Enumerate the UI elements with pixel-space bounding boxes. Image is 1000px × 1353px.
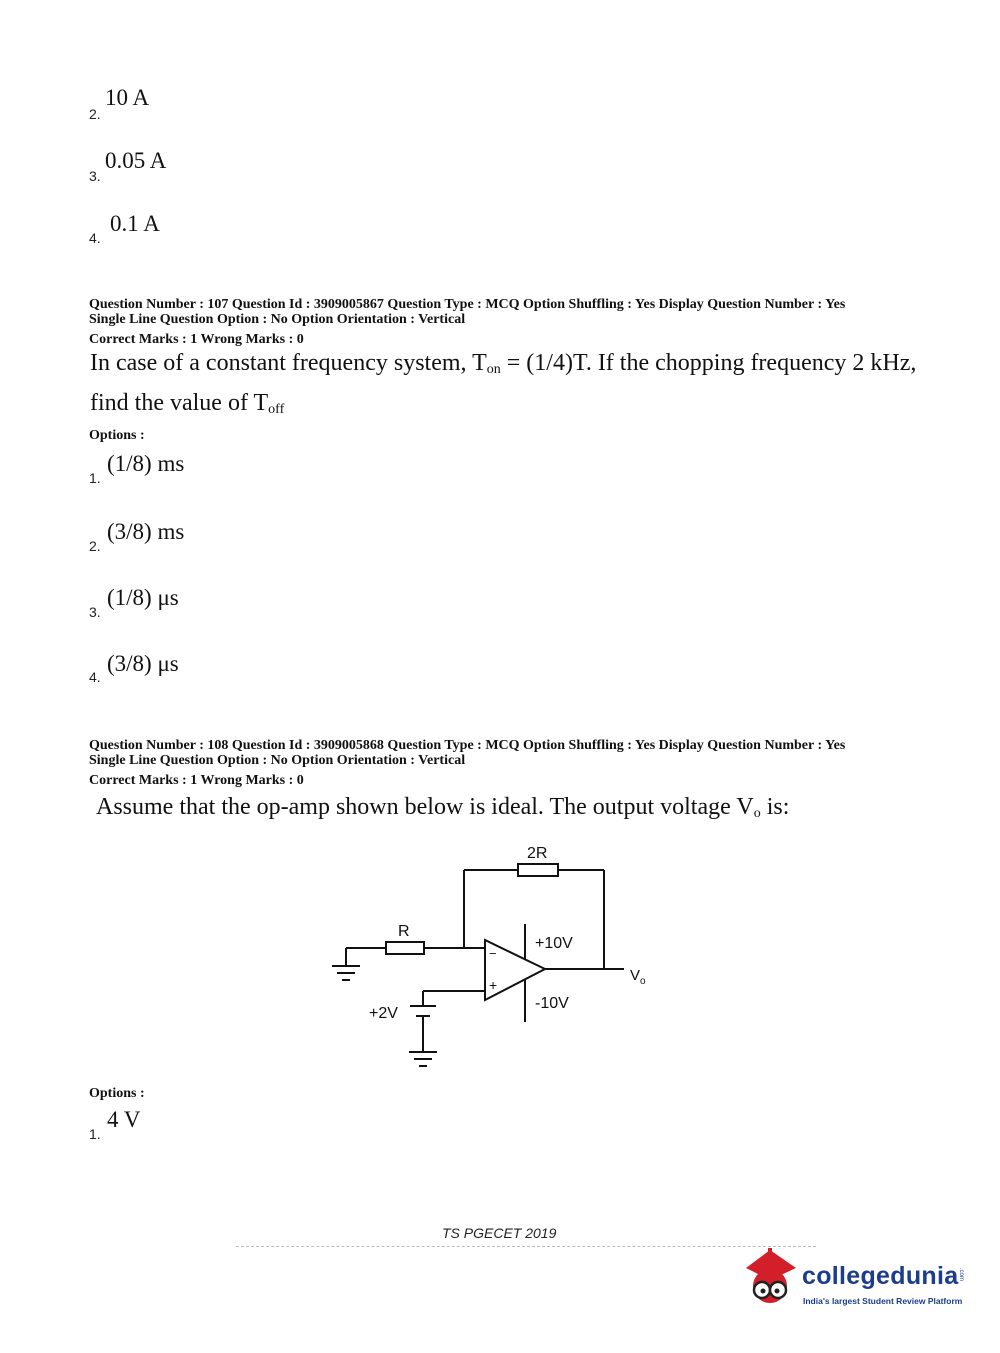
resistor-r: [386, 942, 424, 954]
question-meta-line1: Question Number : 108 Question Id : 3909005868 Question Type : MCQ Option Shuffling : Yes Display Question Number : Yes: [89, 738, 846, 753]
label-source-voltage: +2V: [369, 1005, 398, 1022]
options-label: Options :: [89, 428, 145, 443]
label-r: R: [398, 923, 410, 940]
question-text: Assume that the op-amp shown below is ideal. The output voltage $V_o$ is:: [96, 794, 790, 821]
option-number: 4.: [89, 230, 101, 246]
subscript-off: off: [268, 402, 285, 417]
label-positive-supply: +10V: [535, 935, 573, 952]
option-number: 3.: [89, 604, 101, 620]
option-number: 2.: [89, 106, 101, 122]
option-text: 4 V: [107, 1107, 141, 1132]
question-text-line1: In case of a constant frequency system, $T_{on} = (1/4)T$. If the chopping frequency 2 kHz,: [90, 350, 917, 377]
question-meta-line2: Single Line Question Option : No Option Orientation : Vertical: [89, 312, 466, 327]
subscript-on: on: [486, 362, 501, 377]
label-negative-supply: -10V: [535, 995, 569, 1012]
option-number: 3.: [89, 168, 101, 184]
option-number: 1.: [89, 470, 101, 486]
option-number: 1.: [89, 1126, 101, 1142]
label-noninverting-input: +: [489, 977, 498, 993]
question-meta-line1: Question Number : 107 Question Id : 3909005867 Question Type : MCQ Option Shuffling : Yes Display Question Number : Yes: [89, 297, 846, 312]
question-marks: Correct Marks : 1 Wrong Marks : 0: [89, 773, 304, 788]
question-text-line2: find the value of $T_{off}$: [90, 390, 285, 417]
subscript-o: o: [753, 806, 761, 821]
question-marks: Correct Marks : 1 Wrong Marks : 0: [89, 332, 304, 347]
option-text: 10 A: [105, 85, 150, 110]
option-text: (1/8) μs: [107, 585, 179, 610]
option-number: 4.: [89, 669, 101, 685]
brand-domain: .com: [958, 1268, 964, 1282]
option-text: 0.05 A: [105, 148, 167, 173]
label-inverting-input: −: [489, 946, 497, 961]
footer-divider: [236, 1246, 816, 1247]
footer-exam-name: TS PGECET 2019: [442, 1225, 557, 1241]
resistor-2r: [518, 864, 558, 876]
option-text: (3/8) ms: [107, 519, 185, 544]
mascot-icon: [740, 1246, 802, 1308]
brand-name: collegedunia: [802, 1262, 959, 1290]
question-meta-line2: Single Line Question Option : No Option Orientation : Vertical: [89, 753, 466, 768]
option-number: 2.: [89, 538, 101, 554]
option-text: (1/8) ms: [107, 451, 185, 476]
label-vo: $V_o$: [630, 967, 646, 987]
brand-tagline: India's largest Student Review Platform: [803, 1296, 963, 1306]
label-2r: 2R: [527, 845, 548, 862]
option-text: (3/8) μs: [107, 651, 179, 676]
options-label: Options :: [89, 1086, 145, 1101]
option-text: 0.1 A: [110, 211, 160, 236]
